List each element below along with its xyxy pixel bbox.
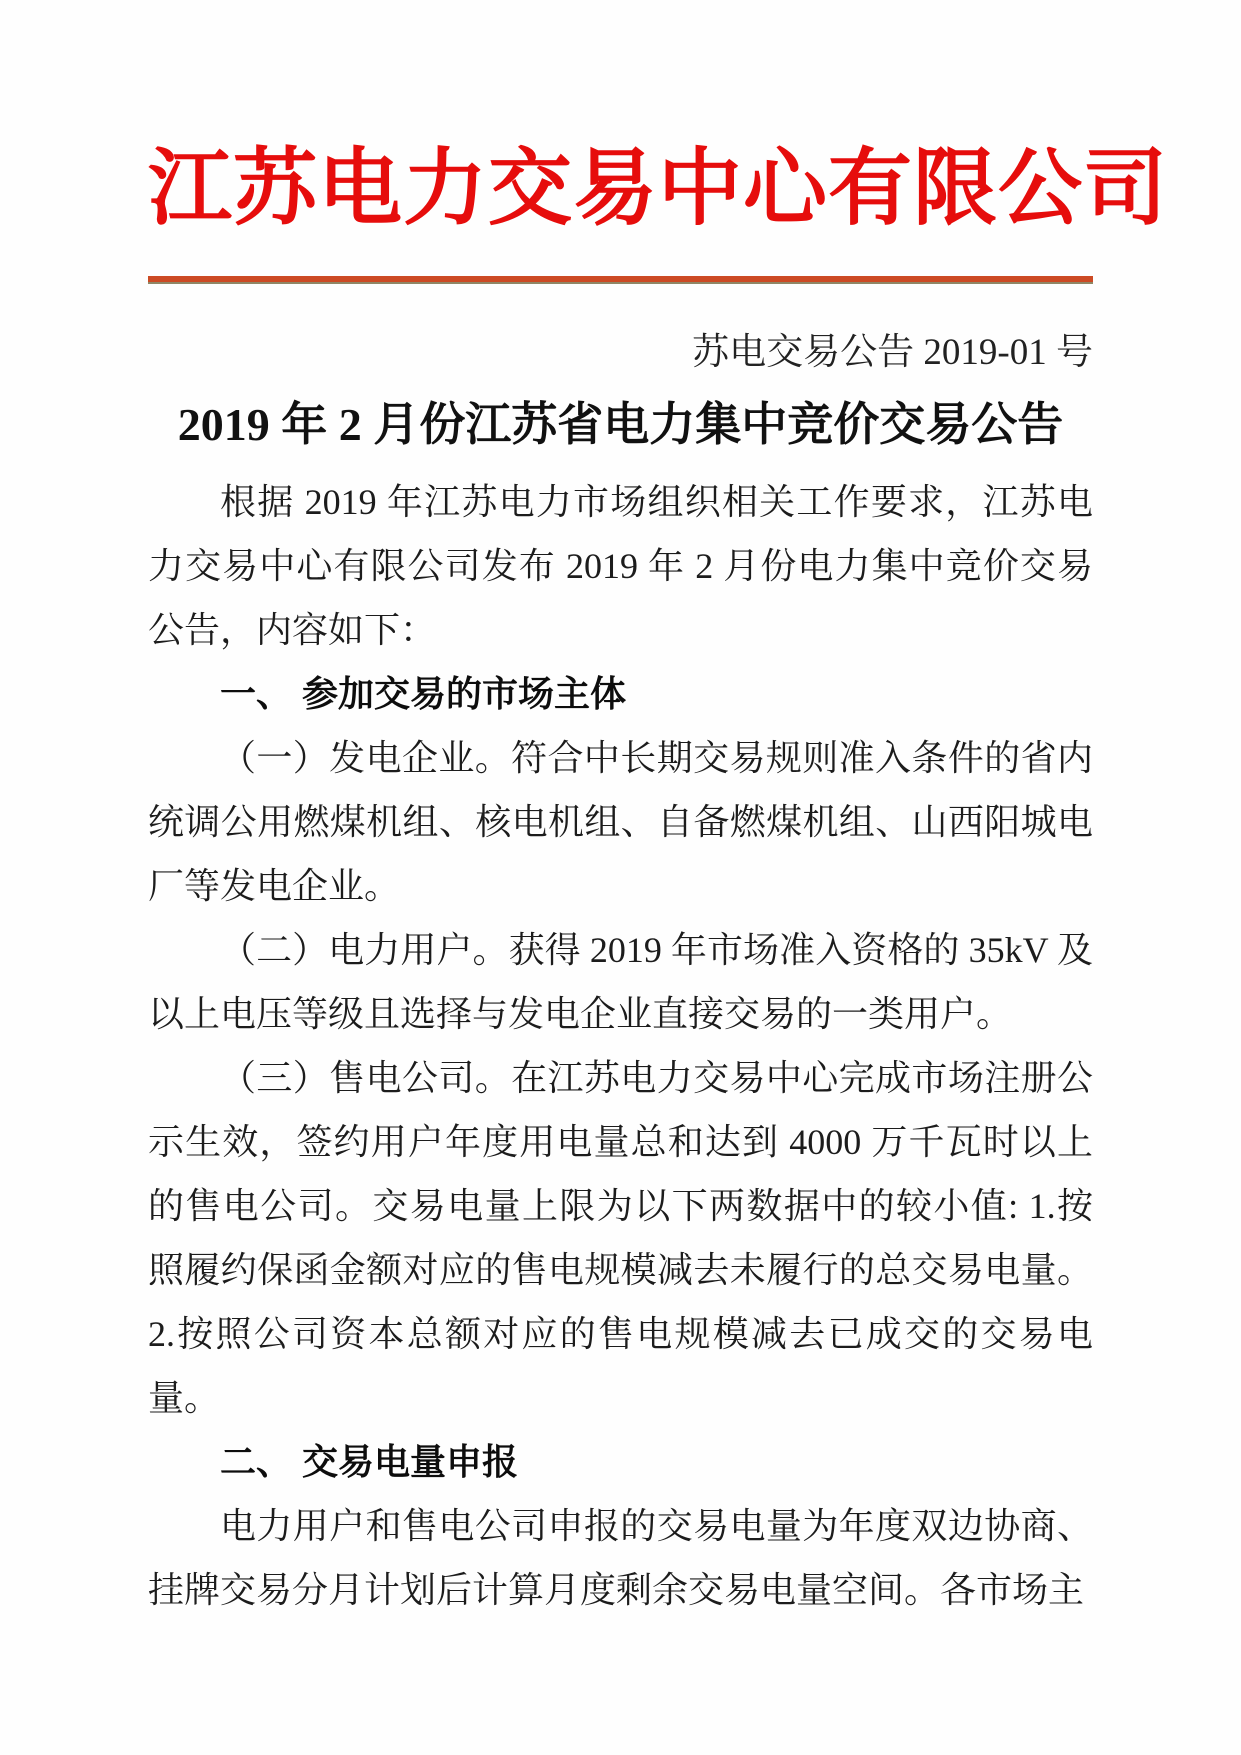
intro-paragraph: 根据 2019 年江苏电力市场组织相关工作要求，江苏电力交易中心有限公司发布 2019 年 2 月份电力集中竞价交易公告，内容如下： [148,482,1093,650]
company-title: 江苏电力交易中心有限公司 [148,143,1169,236]
section2-paragraph: 电力用户和售电公司申报的交易电量为年度双边协商、挂牌交易分月计划后计算月度剩余交易电量空间。各市场主 [148,1506,1093,1610]
section1-item-retailers: （三）售电公司。在江苏电力交易中心完成市场注册公示生效，签约用户年度用电量总和达到 4000 万千瓦时以上的售电公司。交易电量上限为以下两数据中的较小值: 1.按照履约保函金额对应的售电规模减去未履行的总交易电量。2.按照公司资本总额对应的售电规模减去已成交的交易电量。 [148,1058,1093,1418]
document-body [148,470,1093,1622]
section1-item-users: （二）电力用户。获得 2019 年市场准入资格的 35kV 及以上电压等级且选择与发电企业直接交易的一类用户。 [148,930,1093,1034]
section1-heading: 一、 参加交易的市场主体 [220,673,627,714]
document-title: 2019 年 2 月份江苏省电力集中竞价交易公告 [177,399,1064,450]
section1-item-generation: （一）发电企业。符合中长期交易规则准入条件的省内统调公用燃煤机组、核电机组、自备燃煤机组、山西阳城电厂等发电企业。 [148,738,1093,906]
doc-number: 苏电交易公告 2019-01 号 [692,332,1093,373]
header-divider [148,276,1093,284]
section2-heading: 二、 交易电量申报 [220,1441,519,1482]
